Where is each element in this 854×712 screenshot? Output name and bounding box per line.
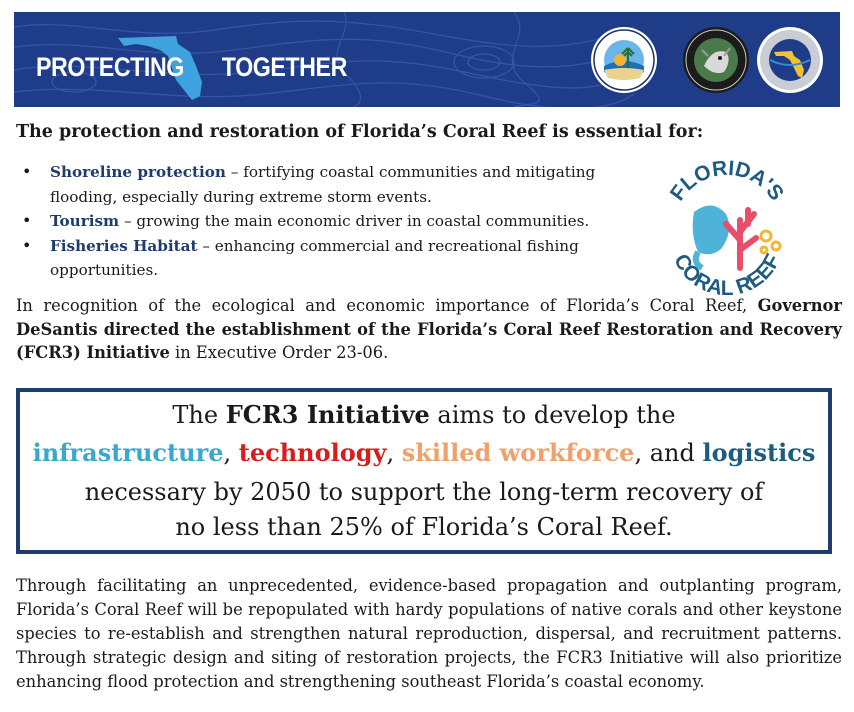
intro-paragraph: In recognition of the ecological and economic importance of Florida’s Coral Reef, Governor DeSantis directed the establishment of the Florida’s Coral Reef Restoration and Recovery (FCR3) Initiative in Executive Order 23-06. bbox=[16, 296, 842, 362]
logo-coral-icon bbox=[726, 210, 756, 268]
banner-title: PROTECTING TOGETHER bbox=[36, 52, 347, 82]
fwc-seal-icon bbox=[682, 26, 750, 94]
logo-top-text: FLORIDA'S bbox=[665, 156, 789, 205]
list-item: • Fisheries Habitat – enhancing commercial and recreational fishing opportunities. bbox=[16, 234, 626, 283]
program-paragraph: Through facilitating an unprecedented, evidence-based propagation and outplanting program, Florida’s Coral Reef will be repopulated with hardy populations of native corals and other keystone species to re-establish and strengthen natural reproduction, dispersal, and recruitment patterns. Through strategic design and siting of restoration projects, the FCR3 Initiative will also prioritize enhancing flood protection and strengthening southeast Florida’s coastal economy. bbox=[16, 576, 842, 691]
florida-coral-reef-logo bbox=[652, 150, 802, 310]
callout-line-2: infrastructure, technology, skilled workforce, and logistics bbox=[32, 438, 816, 467]
benefits-list bbox=[16, 160, 626, 283]
svg-text:CORAL REEF bbox=[669, 250, 785, 300]
resilience-seal-icon bbox=[756, 26, 824, 94]
header-banner bbox=[14, 12, 840, 107]
svg-text:FLORIDA'S bbox=[666, 157, 788, 205]
list-item: • Shoreline protection – fortifying coastal communities and mitigating flooding, especially during extreme storm events. bbox=[16, 160, 626, 209]
logo-bottom-text: CORAL REEF bbox=[669, 250, 785, 301]
list-item: • Tourism – growing the main economic driver in coastal communities. bbox=[16, 209, 626, 234]
lead-heading: The protection and restoration of Florida’s Coral Reef is essential for: bbox=[16, 122, 704, 142]
callout-line-1: The FCR3 Initiative aims to develop the bbox=[172, 400, 676, 429]
initiative-callout bbox=[16, 388, 832, 554]
logo-fish-icon bbox=[693, 205, 730, 268]
callout-line-4: no less than 25% of Florida’s Coral Reef. bbox=[175, 513, 673, 541]
fdep-seal-icon bbox=[590, 26, 658, 94]
logo-bubbles-icon bbox=[761, 231, 780, 253]
callout-line-3: necessary by 2050 to support the long-term recovery of bbox=[84, 478, 764, 506]
